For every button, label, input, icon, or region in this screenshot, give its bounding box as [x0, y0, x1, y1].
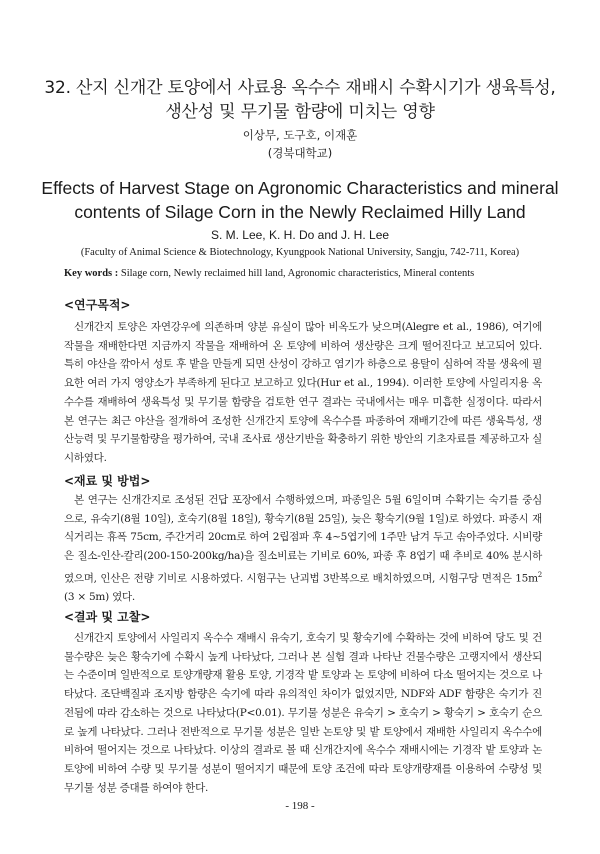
- section-heading-results-discussion: <결과 및 고찰>: [64, 610, 151, 624]
- section-heading-objective: <연구목적>: [64, 298, 131, 312]
- english-authors: S. M. Lee, K. H. Do and J. H. Lee: [210, 228, 390, 242]
- section-body-objective: 신개간지 토양은 자연강우에 의존하며 양분 유실이 많아 비옥도가 낮으며(Alegre et al., 1986), 여기에 작물을 재배한다면 지금까지 작물을 재배하여 온 토양에 비하여 생산량은 크게 떨어진다고 보고되어 있다. 특히 야산을 깎아서 성토 후 밭을 만들게 되면 산성이 강하고 염기가 하층으로 용탈이 심하여 작물 생육에 필요한 여러 가지 영양소가 부족하게 된다고 보고하고 있다(Hur et al., 1994). 이러한 토양에 사일리지용 옥수수를 재배하여 생육특성 및 무기물 함량을 검토한 연구 결과는 국내에서는 매우 미흡한 실정이다. 따라서 본 연구는 최근 야산을 절개하여 조성한 신개간지 토양에 옥수수를 파종하여 재배기간에 따른 생육특성, 생산능력 및 무기물함량을 평가하여, 국내 조사료 생산기반을 확충하기 위한 방안의 기초자료를 제공하고자 실시하였다.: [64, 321, 542, 464]
- english-title-line-1: Effects of Harvest Stage on Agronomic Characteristics and mineral: [41, 178, 559, 198]
- korean-authors: 이상무, 도구호, 이재훈: [242, 128, 358, 142]
- keywords-text: Silage corn, Newly reclaimed hill land, Agronomic characteristics, Mineral contents: [118, 268, 475, 279]
- methods-text-end: (3 × 5m) 였다.: [64, 591, 135, 604]
- methods-text: 본 연구는 신개간지로 조성된 건답 포장에서 수행하였으며, 파종일은 5월 6일이며 수확기는 숙기를 중심으로, 유숙기(8월 10일), 호숙기(8월 18일), 황숙기(8월 25일), 늦은 황숙기(9월 1일)로 하였다. 파종시 재식거리는 휴폭 75cm, 주간거리 20cm로 하여 2립점파 후 4~5엽기에 1주만 남겨 두고 솎아주었다. 시비량은 질소-인산-칼리(200-150-200kg/ha)을 질소비료는 기비로 60%, 파종 후 8엽기 때 추비로 40% 분시하였으며, 인산은 전량 기비로 시용하였다. 시험구는 난괴법 3반복으로 배치하였으며, 시험구당 면적은 15m: [64, 494, 542, 585]
- korean-title-line-1: 32. 산지 신개간 토양에서 사료용 옥수수 재배시 수확시기가 생육특성,: [44, 78, 556, 98]
- english-title: [30, 176, 570, 224]
- section-body-materials-methods: [64, 491, 542, 607]
- section-heading-materials-methods: <재료 및 방법>: [64, 474, 151, 488]
- page-number: - 198 -: [285, 800, 315, 812]
- korean-title-line-2: 생산성 및 무기물 함량에 미치는 영향: [165, 102, 435, 122]
- keywords: [64, 266, 564, 282]
- korean-title: [30, 76, 570, 124]
- english-affiliation: (Faculty of Animal Science & Biotechnology, Kyungpook National University, Sangju, 742-711, Korea): [80, 247, 520, 258]
- section-body-results-discussion: 신개간지 토양에서 사일리지 옥수수 재배시 유숙기, 호숙기 및 황숙기에 수확하는 것에 비하여 당도 및 건물수량은 늦은 황숙기에 수확시 높게 나타났다, 그러나 본 실험 결과 나타난 건물수량은 고랭지에서 생산되는 수준이며 일반적으로 토양개량재 활용 토양, 기경작 밭 토양과 논 토양에 비하여 다소 떨어지는 것으로 나타났다. 조단백질과 조지방 함량은 숙기에 따라 유의적인 차이가 없었지만, NDF와 ADF 함량은 숙기가 진전됨에 따라 감소하는 것으로 나타났다(P<0.01). 무기물 성분은 유숙기 > 호숙기 > 황숙기 > 호숙기 순으로 높게 나타났다. 그러나 전반적으로 무기물 성분은 일반 논토양 및 밭 토양에서 재배한 사일리지 옥수수에 비하여 떨어지는 것으로 나타났다. 이상의 결과로 볼 때 신개간지에 옥수수 재배시에는 기경작 밭 토양과 논 토양에 비하여 수량 및 무기물 성분이 떨어지기 때문에 토양 조건에 따라 토양개량재를 이용하여 수량성 및 무기물 성분 증대를 하여야 한다.: [64, 632, 542, 794]
- korean-affiliation: (경북대학교): [267, 146, 333, 160]
- area-superscript: 2: [537, 570, 542, 579]
- keywords-label: Key words :: [64, 268, 119, 279]
- english-title-line-2: contents of Silage Corn in the Newly Reclaimed Hilly Land: [74, 202, 526, 222]
